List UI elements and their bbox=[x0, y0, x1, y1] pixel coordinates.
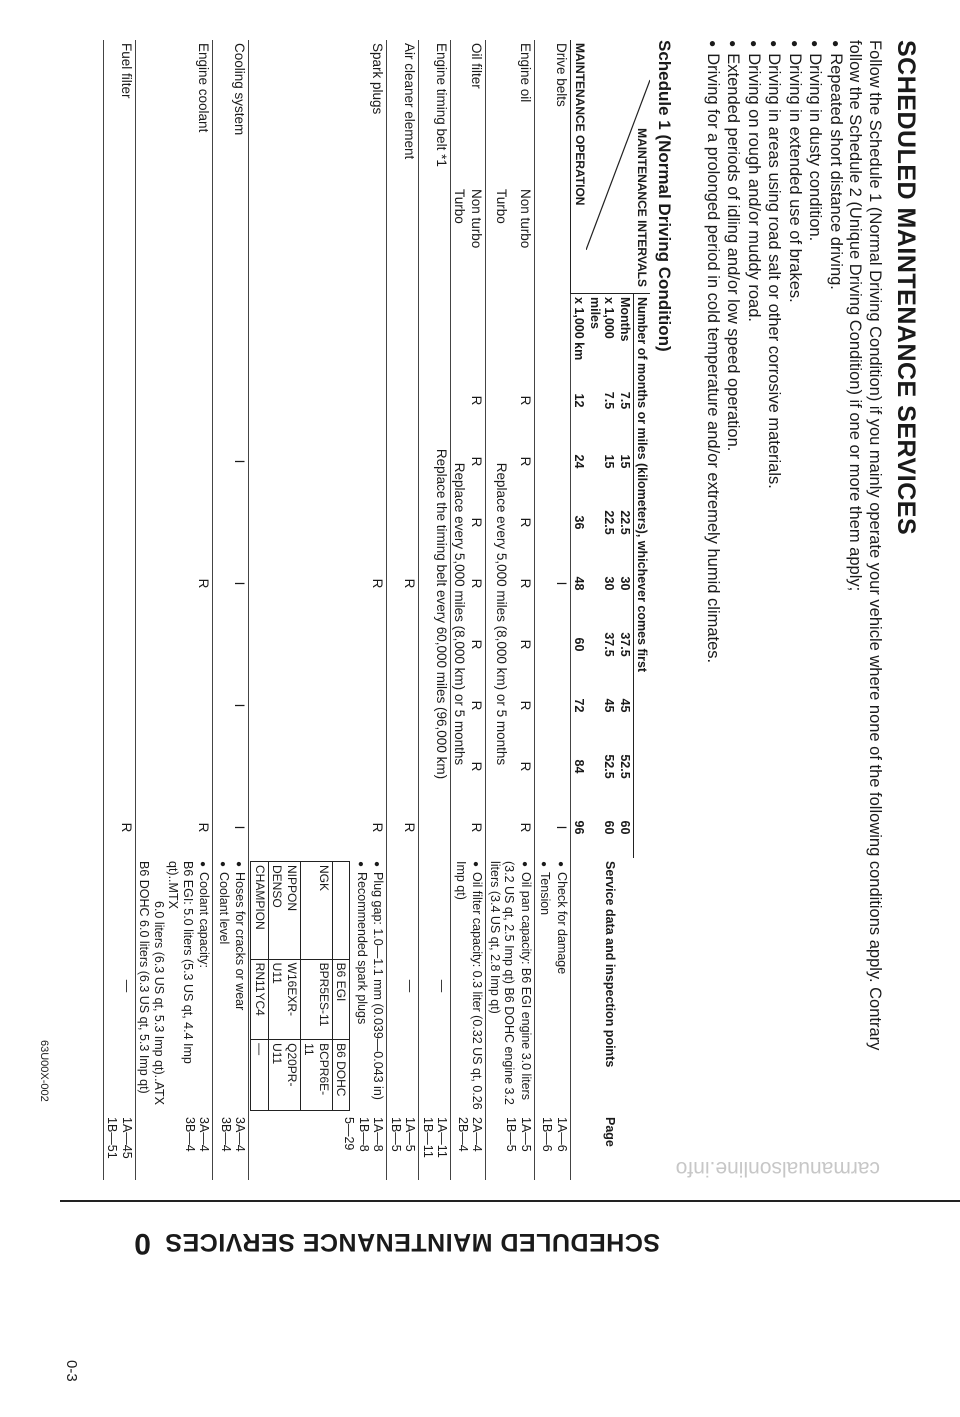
page-ref: 1B—51 bbox=[105, 1117, 120, 1159]
miles-cell: 45 bbox=[602, 698, 616, 713]
interval-cell bbox=[535, 675, 571, 736]
interval-cell: I bbox=[213, 431, 249, 492]
interval-cell: I bbox=[213, 797, 249, 858]
condition-list bbox=[702, 40, 846, 1080]
spark-plug-table bbox=[251, 861, 351, 1111]
item-label: Engine coolant bbox=[136, 40, 214, 370]
page-cell bbox=[419, 1114, 451, 1180]
interval-cell: I bbox=[213, 675, 249, 736]
miles-cell: 15 bbox=[602, 454, 616, 469]
page-ref: 1A—8 bbox=[371, 1117, 386, 1152]
page-ref: 1A—45 bbox=[120, 1117, 134, 1159]
plug-row bbox=[269, 862, 301, 1111]
interval-cell bbox=[213, 614, 249, 675]
months-cell: 37.5 bbox=[618, 632, 632, 657]
condition-item: ● Driving on rough and/or muddy road. bbox=[743, 40, 764, 1080]
service-point: ● Tension bbox=[536, 861, 553, 1111]
unit-months: Months bbox=[618, 297, 632, 342]
interval-cell: R bbox=[510, 797, 534, 858]
months-cell: 60 bbox=[618, 820, 632, 835]
page-ref: 2A—4 bbox=[470, 1117, 485, 1152]
plug-row bbox=[301, 862, 333, 1111]
header-intervals: MAINTENANCE INTERVALS bbox=[635, 128, 649, 287]
interval-cell bbox=[104, 370, 136, 431]
section-side-title bbox=[20, 1228, 660, 1268]
side-title-text: SCHEDULED MAINTENANCE SERVICES bbox=[164, 1228, 660, 1256]
interval-cell: R bbox=[249, 553, 387, 614]
interval-cell: R bbox=[136, 797, 214, 858]
page-cell bbox=[249, 1114, 387, 1180]
side-title-number: 0 bbox=[134, 1227, 151, 1260]
sub-label: Turbo bbox=[494, 189, 510, 224]
header-page: Page bbox=[603, 1117, 618, 1147]
interval-cell bbox=[387, 431, 419, 492]
header-number: Number of months or miles (kilometers), whichever comes first bbox=[634, 294, 651, 859]
miles-cell: 7.5 bbox=[602, 391, 616, 410]
page-ref: 1B—6 bbox=[540, 1117, 555, 1152]
interval-cell: R bbox=[469, 614, 487, 675]
interval-cell bbox=[387, 675, 419, 736]
sub-label: Non turbo bbox=[510, 186, 534, 370]
document-code: 63U00X-002 bbox=[38, 1040, 50, 1102]
interval-cell: R bbox=[469, 492, 487, 553]
interval-cell bbox=[136, 431, 214, 492]
interval-cell: R bbox=[469, 675, 487, 736]
service-cell bbox=[249, 858, 387, 1114]
page-cell bbox=[387, 1114, 419, 1180]
interval-cell bbox=[136, 492, 214, 553]
interval-cell bbox=[213, 736, 249, 797]
plug-cell: W16EXR-U11 bbox=[269, 959, 301, 1039]
plug-cell: NGK bbox=[301, 862, 333, 960]
miles-cell: 52.5 bbox=[602, 754, 616, 779]
sub-label: Non turbo bbox=[469, 186, 487, 370]
interval-cell: R bbox=[249, 797, 387, 858]
plug-cell: Q20PR-U11 bbox=[269, 1040, 301, 1111]
service-point: ● Oil pan capacity: B6 EGI engine 3.0 liters (3.2 US qt, 2.5 Imp qt) B6 DOHC engine 3.2 liters (3.4 US qt, 2.8 Imp qt) bbox=[488, 861, 534, 1111]
interval-cell: R bbox=[469, 370, 487, 431]
page-cell bbox=[486, 1114, 535, 1180]
interval-cell bbox=[535, 492, 571, 553]
page-cell bbox=[104, 1114, 136, 1180]
km-cell: 36 bbox=[572, 515, 586, 530]
interval-cell: R bbox=[387, 553, 419, 614]
table-row-oil-filter-non-turbo bbox=[469, 40, 487, 1180]
page-ref: 1A—6 bbox=[555, 1117, 569, 1152]
table-row-engine-coolant bbox=[136, 40, 214, 1180]
page-ref: 1A—5 bbox=[403, 1117, 418, 1152]
watermark-text: carmanualsonline.info bbox=[675, 1157, 880, 1180]
interval-cell: R bbox=[387, 797, 419, 858]
interval-cell: R bbox=[469, 553, 487, 614]
months-cell: 7.5 bbox=[618, 391, 632, 410]
section-divider bbox=[60, 1200, 960, 1202]
page-ref: 1B—11 bbox=[421, 1117, 435, 1158]
plug-row bbox=[251, 862, 269, 1111]
table-row-spark-plugs bbox=[249, 40, 387, 1180]
interval-cell bbox=[249, 675, 387, 736]
item-label: Engine oil bbox=[486, 40, 535, 186]
page-ref: 1B—5 bbox=[504, 1117, 519, 1152]
page-ref: 2B—4 bbox=[456, 1117, 470, 1152]
page-cell bbox=[136, 1114, 214, 1180]
months-cell: 30 bbox=[618, 576, 632, 591]
interval-cell: I bbox=[535, 553, 571, 614]
interval-cell bbox=[104, 431, 136, 492]
span-note: Replace every 5,000 miles (8,000 km) or 5 months bbox=[494, 462, 510, 766]
side-title-wrap bbox=[134, 1226, 660, 1260]
interval-cell: I bbox=[213, 553, 249, 614]
miles-cell: 37.5 bbox=[602, 632, 616, 657]
interval-cell bbox=[387, 614, 419, 675]
item-label: Air cleaner element bbox=[387, 40, 419, 370]
km-cell: 48 bbox=[572, 576, 586, 591]
service-detail: 6.0 liters (6.3 US qt, 5.3 Imp qt)..ATX bbox=[152, 901, 166, 1106]
service-point: ● Check for damage bbox=[553, 861, 570, 1111]
maintenance-schedule-table bbox=[103, 40, 650, 1180]
km-cell: 60 bbox=[572, 637, 586, 652]
item-label: Fuel filter bbox=[104, 40, 136, 370]
table-row-air-cleaner bbox=[387, 40, 419, 1180]
interval-cell: R bbox=[510, 370, 534, 431]
months-cell: 15 bbox=[618, 454, 632, 469]
interval-cell: R bbox=[104, 797, 136, 858]
interval-cell: R bbox=[510, 553, 534, 614]
interval-cell bbox=[249, 736, 387, 797]
page-ref: 5—29 bbox=[342, 1117, 357, 1151]
plug-header-cell: B6 EGI bbox=[333, 959, 351, 1039]
condition-item: ● Repeated short distance driving. bbox=[825, 40, 846, 1080]
interval-cell: R bbox=[510, 675, 534, 736]
interval-cell bbox=[136, 370, 214, 431]
service-cell bbox=[535, 858, 571, 1114]
km-cell: 96 bbox=[572, 820, 586, 835]
interval-cell bbox=[104, 675, 136, 736]
table-row-fuel-filter bbox=[104, 40, 136, 1180]
service-cell bbox=[486, 858, 535, 1114]
interval-cell bbox=[535, 736, 571, 797]
table-row-drive-belts bbox=[535, 40, 571, 1180]
interval-cell bbox=[104, 614, 136, 675]
interval-cell bbox=[104, 553, 136, 614]
plug-cell: CHAMPION bbox=[251, 862, 269, 960]
schedule-title: Schedule 1 (Normal Driving Condition) bbox=[655, 40, 674, 352]
item-label: Spark plugs bbox=[249, 40, 387, 370]
page-number: 0-3 bbox=[63, 1360, 80, 1382]
page-cell bbox=[535, 1114, 571, 1180]
span-note: Replace the timing belt every 60,000 miles (96,000 km) bbox=[419, 370, 451, 858]
km-cell: 24 bbox=[572, 454, 586, 469]
plug-cell: BPR5ES-11 bbox=[301, 959, 333, 1039]
interval-cell bbox=[104, 736, 136, 797]
unit-km: x 1,000 km bbox=[572, 297, 586, 361]
condition-item: ● Driving in areas using road salt or other corrosive materials. bbox=[763, 40, 784, 1080]
interval-cell bbox=[249, 492, 387, 553]
miles-cell: 60 bbox=[602, 820, 616, 835]
service-point: ● Plug gap: 1.0—1.1 mm (0.039—0.043 in) bbox=[369, 861, 386, 1111]
months-cell: 45 bbox=[618, 698, 632, 713]
miles-cell: 22.5 bbox=[602, 510, 616, 535]
page-ref: 1B—5 bbox=[389, 1117, 403, 1152]
interval-cell bbox=[249, 370, 387, 431]
item-label: Drive belts bbox=[535, 40, 571, 370]
condition-item: ● Driving in extended use of brakes. bbox=[784, 40, 805, 1080]
km-cell: 12 bbox=[572, 393, 586, 408]
page-ref: 3A—4 bbox=[233, 1117, 248, 1152]
unit-miles: x 1,000 miles bbox=[588, 297, 616, 339]
interval-cell bbox=[104, 492, 136, 553]
page-ref: 1A—5 bbox=[519, 1117, 533, 1152]
interval-cell bbox=[213, 492, 249, 553]
header-operation: MAINTENANCE OPERATION bbox=[573, 43, 587, 206]
page-ref: 1B—8 bbox=[357, 1117, 371, 1152]
page-cell bbox=[451, 1114, 486, 1180]
service-cell: — bbox=[104, 858, 136, 1114]
plug-header-cell bbox=[333, 862, 351, 960]
service-cell bbox=[213, 858, 249, 1114]
page-title: SCHEDULED MAINTENANCE SERVICES bbox=[892, 40, 920, 536]
item-label: Oil filter bbox=[451, 40, 486, 186]
interval-cell bbox=[535, 370, 571, 431]
interval-cell: R bbox=[469, 431, 487, 492]
page-content bbox=[40, 40, 920, 1190]
service-detail: B6 DOHC 6.0 liters (6.3 US qt, 5.3 Imp qt) bbox=[137, 861, 152, 1094]
span-note: Replace every 5,000 miles (8,000 km) or 5 months bbox=[452, 462, 468, 766]
plug-header-row bbox=[333, 862, 351, 1111]
condition-item: ● Driving in dusty condition. bbox=[804, 40, 825, 1080]
header-row-months bbox=[634, 40, 651, 1180]
page-cell bbox=[213, 1114, 249, 1180]
interval-cell bbox=[387, 736, 419, 797]
header-service: Service data and inspection points bbox=[603, 861, 618, 1068]
page-ref: 1A—11 bbox=[435, 1117, 450, 1158]
plug-cell: NIPPON DENSO bbox=[269, 862, 301, 960]
interval-cell bbox=[136, 614, 214, 675]
interval-cell: R bbox=[510, 492, 534, 553]
service-cell: — bbox=[387, 858, 419, 1114]
item-label: Cooling system bbox=[213, 40, 249, 370]
interval-cell: R bbox=[510, 614, 534, 675]
page-ref: 3B—4 bbox=[183, 1117, 197, 1152]
service-cell bbox=[451, 858, 486, 1114]
condition-item: ● Driving for a prolonged period in cold temperature and/or extremely humid climates. bbox=[702, 40, 723, 1080]
km-cell: 72 bbox=[572, 698, 586, 713]
interval-cell: R bbox=[469, 797, 487, 858]
interval-cell: R bbox=[510, 431, 534, 492]
page-ref: 3A—4 bbox=[197, 1117, 212, 1152]
table-row-timing-belt bbox=[419, 40, 451, 1180]
interval-cell bbox=[249, 614, 387, 675]
interval-cell: R bbox=[469, 736, 487, 797]
service-cell bbox=[136, 858, 214, 1114]
interval-cell bbox=[535, 614, 571, 675]
intro-text: Follow the Schedule 1 (Normal Driving Condition) if you mainly operate your vehicle where none of the following conditions apply. Contrary follow the Schedule 2 (Unique Driving Condition) if one or more them apply; bbox=[846, 40, 884, 1051]
service-point: ● Coolant level bbox=[215, 861, 232, 1111]
interval-cell: R bbox=[510, 736, 534, 797]
months-cell: 52.5 bbox=[618, 754, 632, 779]
interval-cell: R bbox=[136, 553, 214, 614]
item-label: Engine timing belt *1 bbox=[419, 40, 451, 370]
service-point: ● Oil filter capacity: 0.3 liter (0.32 US qt, 0.26 Imp qt) bbox=[454, 861, 485, 1111]
interval-cell bbox=[387, 370, 419, 431]
diagonal-header-cell bbox=[571, 40, 651, 294]
plug-cell: BCPR6E-11 bbox=[301, 1040, 333, 1111]
service-point: ● Coolant capacity: bbox=[195, 861, 212, 1111]
interval-cell: I bbox=[535, 797, 571, 858]
interval-cell bbox=[387, 492, 419, 553]
interval-cell bbox=[136, 736, 214, 797]
plug-cell: — bbox=[251, 1040, 269, 1111]
table-row-engine-oil-non-turbo bbox=[510, 40, 534, 1180]
interval-cell bbox=[535, 431, 571, 492]
service-detail: B6 EGI: 5.0 liters (5.3 US qt, 4.4 Imp qt)..MTX bbox=[166, 861, 195, 1064]
condition-item: ● Extended periods of idling and/or low speed operation. bbox=[722, 40, 743, 1080]
intro-block bbox=[702, 40, 885, 1080]
months-cell: 22.5 bbox=[618, 510, 632, 535]
interval-cell bbox=[136, 675, 214, 736]
km-cell: 84 bbox=[572, 759, 586, 774]
miles-cell: 30 bbox=[602, 576, 616, 591]
plug-header-cell: B6 DOHC bbox=[333, 1040, 351, 1111]
service-point: ● Recommended spark plugs bbox=[353, 861, 370, 1111]
sub-label: Turbo bbox=[452, 189, 468, 224]
table-row-cooling-system bbox=[213, 40, 249, 1180]
plug-cell: RN11YC4 bbox=[251, 959, 269, 1039]
service-point: ● Hoses for cracks or wear bbox=[231, 861, 248, 1111]
page-ref: 3B—4 bbox=[219, 1117, 233, 1152]
interval-cell bbox=[249, 431, 387, 492]
interval-cell bbox=[213, 370, 249, 431]
service-cell: — bbox=[419, 858, 451, 1114]
